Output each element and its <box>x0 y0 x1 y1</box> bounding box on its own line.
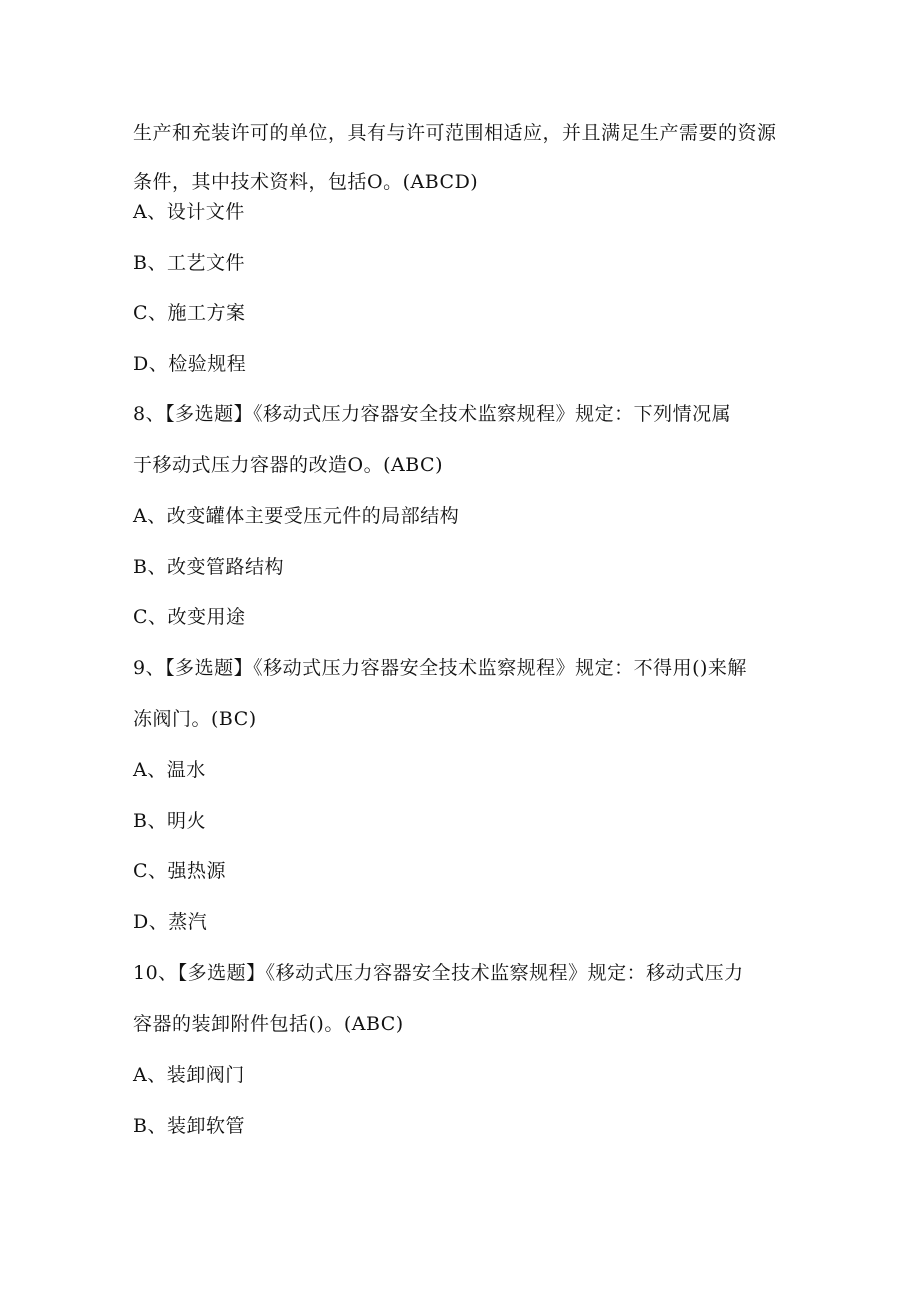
option-c: C、强热源 <box>133 860 227 882</box>
option-d: D、蒸汽 <box>133 911 208 933</box>
question-10-text: 容器的装卸附件包括()。(ABC) <box>133 1013 404 1035</box>
question-9-text: 9、【多选题】《移动式压力容器安全技术监察规程》规定：不得用()来解 <box>133 657 747 679</box>
option-b: B、改变管路结构 <box>133 556 284 578</box>
question-10-text: 10、【多选题】《移动式压力容器安全技术监察规程》规定：移动式压力 <box>133 962 744 984</box>
question-9-text: 冻阀门。(BC) <box>133 708 257 730</box>
question-text: 生产和充装许可的单位，具有与许可范围相适应，并且满足生产需要的资源 <box>133 122 777 144</box>
option-b: B、工艺文件 <box>133 252 245 274</box>
option-a: A、设计文件 <box>133 201 245 223</box>
question-8-text: 8、【多选题】《移动式压力容器安全技术监察规程》规定：下列情况属 <box>133 403 732 425</box>
question-8-text: 于移动式压力容器的改造O。(ABC) <box>133 454 443 476</box>
option-d: D、检验规程 <box>133 353 247 375</box>
option-a: A、温水 <box>133 759 206 781</box>
option-b: B、装卸软管 <box>133 1115 245 1137</box>
option-a: A、装卸阀门 <box>133 1064 245 1086</box>
option-c: C、改变用途 <box>133 606 246 628</box>
question-text: 条件，其中技术资料，包括O。(ABCD) <box>133 171 479 193</box>
option-b: B、明火 <box>133 810 206 832</box>
option-a: A、改变罐体主要受压元件的局部结构 <box>133 505 460 527</box>
option-c: C、施工方案 <box>133 302 246 324</box>
